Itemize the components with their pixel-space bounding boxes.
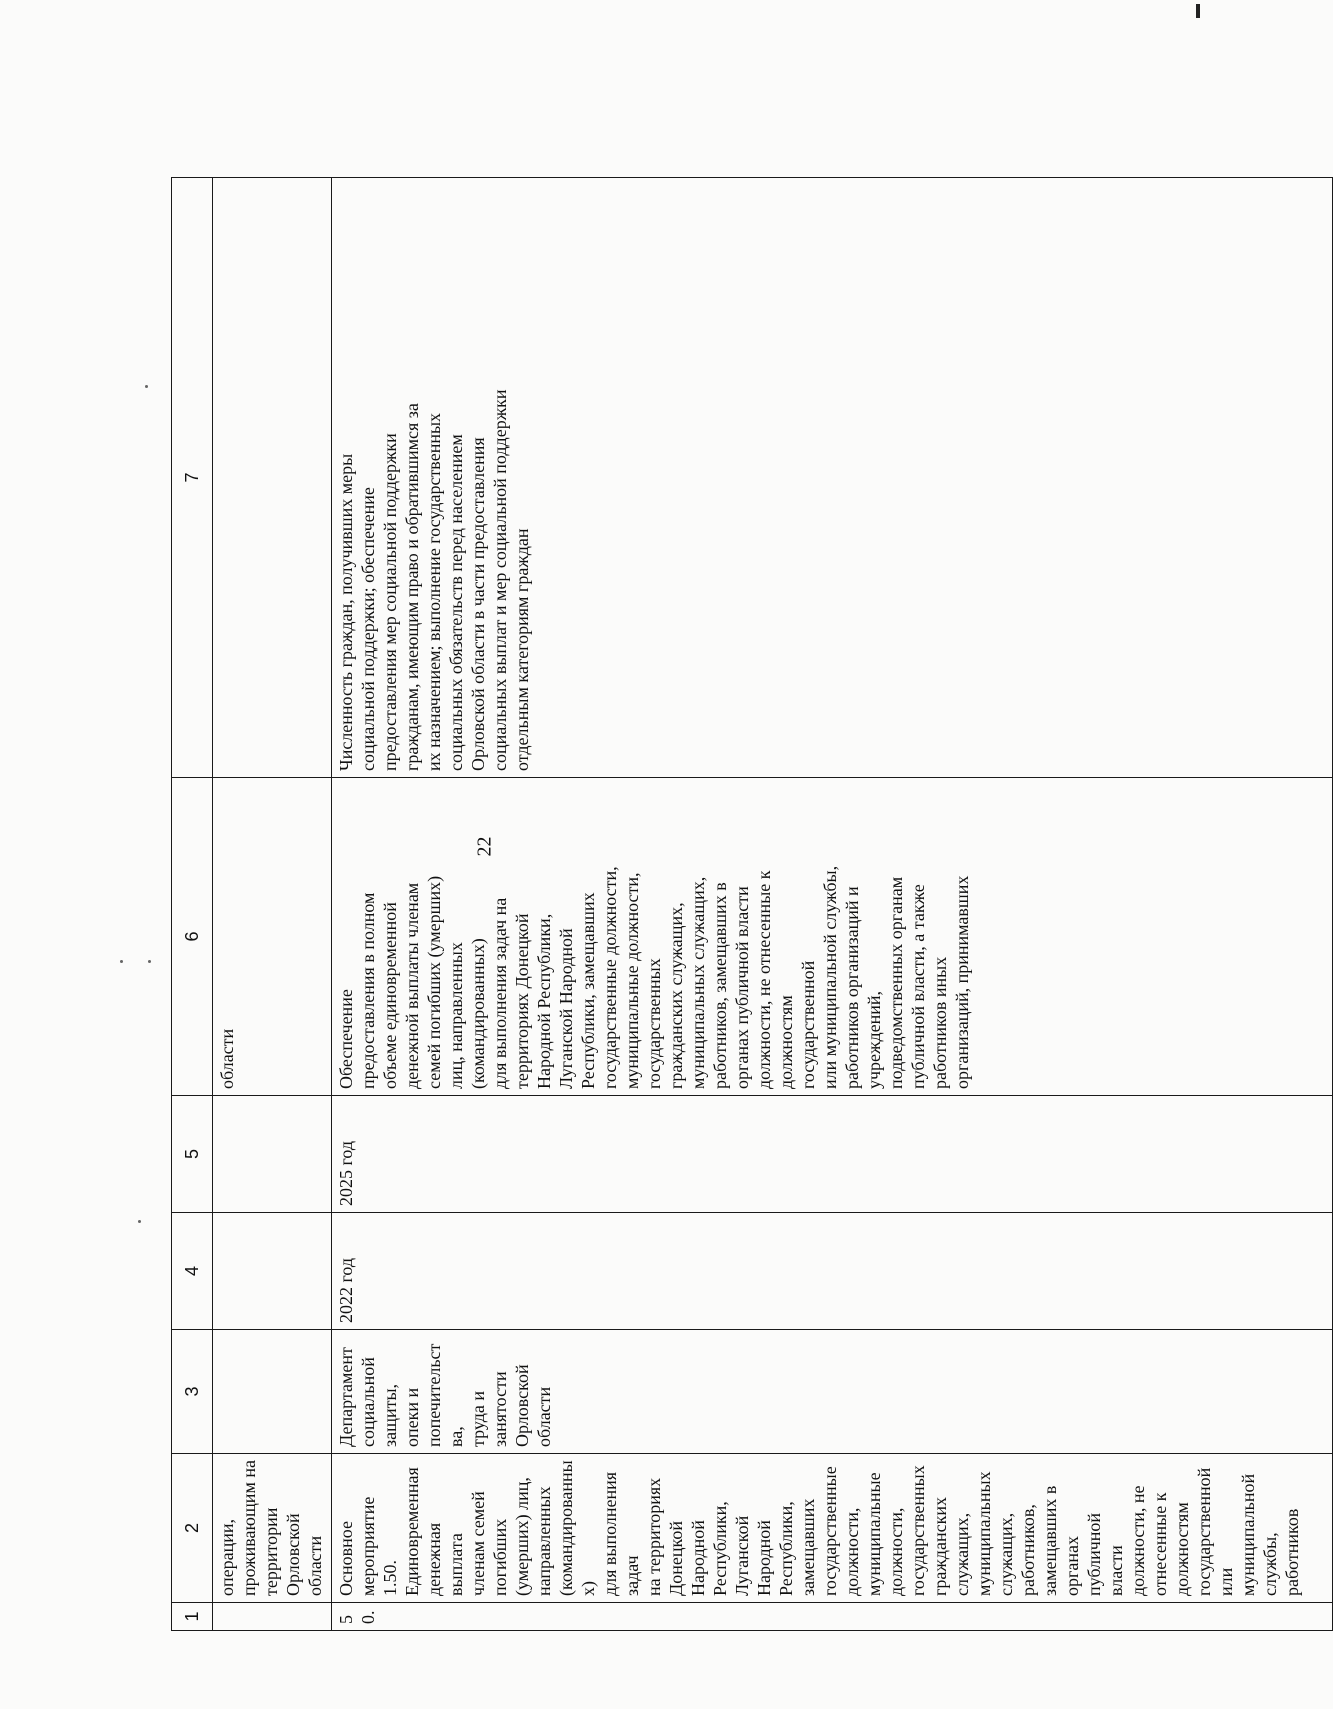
continuation-row [213, 178, 332, 1631]
cont-cell-indicators [213, 178, 332, 778]
scan-speck [138, 1220, 141, 1223]
row-number: 50. [332, 1603, 1333, 1631]
cont-cell-result: области [213, 778, 332, 1096]
header-cell-2: 2 [172, 1454, 213, 1603]
header-cell-3: 3 [172, 1330, 213, 1454]
indicators-cell: Численность граждан, получивших меры социальной поддержки; обеспечение предоставления мер социальной поддержки гражданам, имеющим право и обратившимся за их назначением; выполнение государственных социальных обязательств перед населением Орловской области в части предоставления социальных выплат и мер социальной поддержки отдельным категориям граждан [332, 178, 1333, 778]
cont-cell-event: операции, проживающим на территории Орловской области [213, 1454, 332, 1603]
header-cell-5: 5 [172, 1096, 213, 1213]
scan-speck [120, 960, 123, 963]
scan-speck [145, 385, 148, 388]
event-name-cell: Основное мероприятие 1.50. Единовременная денежная выплата членам семей погибших (умерших) лиц, направленных (командированных) для выполнения задач на территориях Донецкой Народной Республики, Луганской Народной Республики, замещавших государственные должности, муниципальные должности, государственных гражданских служащих, муниципальных служащих, работников, замещавших в органах публичной власти должности, не отнесенные к должностям государственной или муниципальной службы, работников [332, 1454, 1333, 1603]
header-cell-4: 4 [172, 1213, 213, 1330]
header-row [172, 178, 213, 1631]
executor-cell: Департамент социальной защиты, опеки и попечительства, труда и занятости Орловской области [332, 1330, 1333, 1454]
table-row-50 [332, 178, 1333, 1631]
page-number: 22 [473, 836, 496, 857]
expected-result-cell: Обеспечение предоставления в полном объеме единовременной денежной выплаты членам семей погибших (умерших) лиц, направленных (командированных) для выполнения задач на территориях Донецкой Народной Республики, Луганской Народной Республики, замещавших государственные должности, муниципальные должности, государственных гражданских служащих, муниципальных служащих, работников, замещавших в органах публичной власти должности, не отнесенные к должностям государственной или муниципальной службы, работников организаций и учреждений, подведомственных органам публичной власти, а также работников иных организаций, принимавших [332, 778, 1333, 1096]
program-events-table [171, 177, 1333, 1631]
header-cell-1: 1 [172, 1603, 213, 1631]
scan-speck [1196, 4, 1200, 18]
end-year-cell: 2025 год [332, 1096, 1333, 1213]
cont-cell-executor [213, 1330, 332, 1454]
cont-cell-number [213, 1603, 332, 1631]
rotated-table-wrapper [171, 178, 1333, 1631]
scan-speck [148, 960, 151, 963]
header-cell-6: 6 [172, 778, 213, 1096]
cont-cell-start [213, 1213, 332, 1330]
header-cell-7: 7 [172, 178, 213, 778]
cont-cell-end [213, 1096, 332, 1213]
start-year-cell: 2022 год [332, 1213, 1333, 1330]
